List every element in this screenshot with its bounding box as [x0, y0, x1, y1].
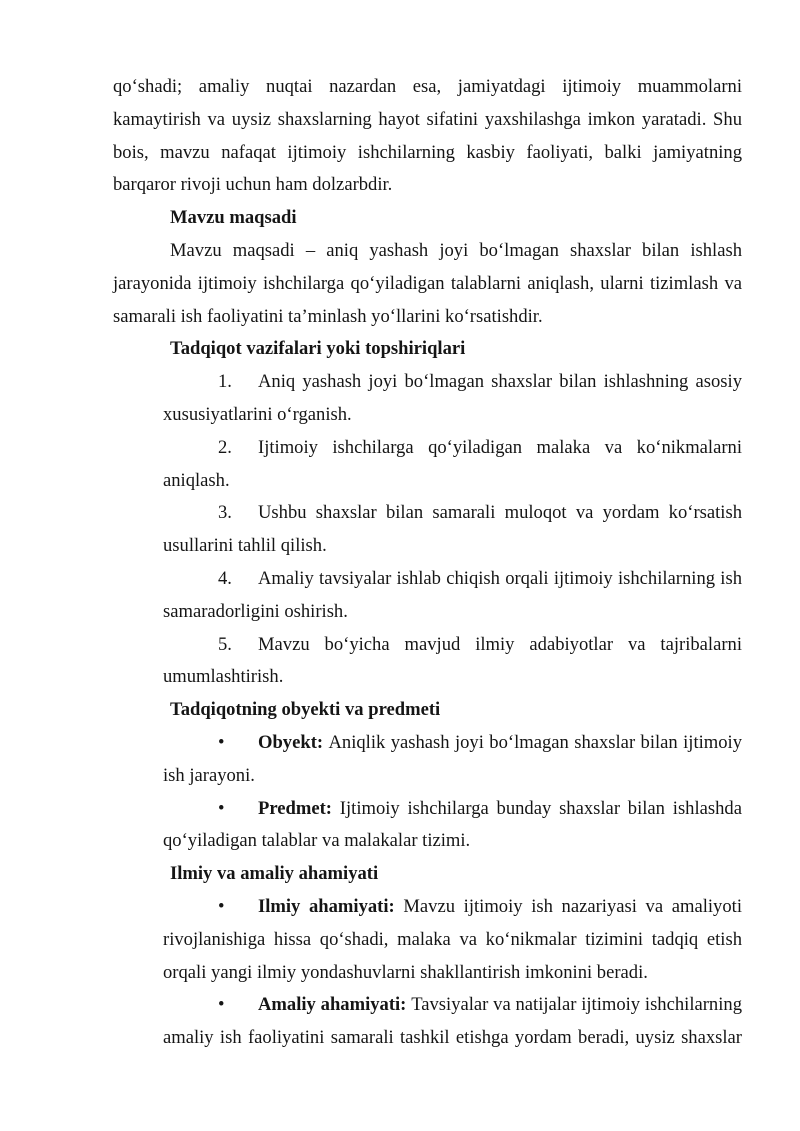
task-item-3 [113, 497, 742, 563]
list-number: 3. [218, 502, 232, 524]
intro-paragraph: qoʻshadi; amaliy nuqtai nazardan esa, jamiyatdagi ijtimoiy muammolarni kamaytirish va uysiz shaxslarning hayot sifatini yaxshilashga imkon yaratadi. Shu bois, mavzu nafaqat ijtimoiy ishchilarning kasbiy faoliyati, balki jamiyatning barqaror rivoji uchun ham dolzarbdir. [113, 76, 742, 196]
task-text: Ijtimoiy ishchilarga qoʻyiladigan malaka va koʻnikmalarni aniqlash. [163, 436, 742, 491]
heading-mavzu-maqsadi: Mavzu maqsadi [170, 207, 297, 229]
task-text: Ushbu shaxslar bilan samarali muloqot va yordam koʻrsatish usullarini tahlil qilish. [163, 502, 742, 557]
bullet-text: Ijtimoiy ishchilarga bunday shaxslar bilan ishlashda qoʻyiladigan talablar va malakalar tizimi. [163, 797, 742, 852]
bullet-text: Tavsiyalar va natijalar ijtimoiy ishchilarning amaliy ish faoliyatini samarali tashkil etishga yordam beradi, uysiz shaxslar [163, 994, 742, 1049]
bullet-text: Aniqlik yashash joyi boʻlmagan shaxslar bilan ijtimoiy ish jarayoni. [163, 731, 742, 786]
bullet-item-amaliy-ahamiyat [113, 989, 742, 1055]
list-number: 5. [218, 633, 232, 655]
task-item-5 [113, 629, 742, 695]
bullet-label: Obyekt: [258, 731, 324, 753]
heading-obyekt-predmet: Tadqiqotning obyekti va predmeti [170, 699, 441, 721]
heading-tadqiqot-vazifalari: Tadqiqot vazifalari yoki topshiriqlari [170, 338, 466, 360]
task-text: Amaliy tavsiyalar ishlab chiqish orqali ijtimoiy ishchilarning ish samaradorligini oshirish. [163, 567, 742, 622]
task-item-4 [113, 563, 742, 629]
list-number: 2. [218, 436, 232, 458]
task-item-1 [113, 366, 742, 432]
task-text: Aniq yashash joyi boʻlmagan shaxslar bilan ishlashning asosiy xususiyatlarini oʻrganish. [163, 371, 742, 425]
bullet-text: Mavzu ijtimoiy ish nazariyasi va amaliyoti rivojlanishiga hissa qoʻshadi, malaka va koʻnikmalar tizimini tadqiq etish orqali yangi ilmiy yondashuvlarni shakllantirish imkonini beradi. [163, 895, 742, 983]
bullet-icon: • [218, 797, 225, 819]
list-number: 4. [218, 567, 232, 589]
bullet-item-ilmiy-ahamiyat [113, 891, 742, 989]
bullet-label: Ilmiy ahamiyati: [258, 895, 395, 917]
bullet-label: Amaliy ahamiyati: [258, 994, 407, 1016]
bullet-icon: • [218, 895, 225, 917]
bullet-label: Predmet: [258, 797, 332, 819]
bullet-icon: • [218, 994, 225, 1016]
bullet-item-obyekt [113, 727, 742, 793]
mavzu-maqsadi-paragraph: Mavzu maqsadi – aniq yashash joyi boʻlmagan shaxslar bilan ishlash jarayonida ijtimoiy ishchilarga qoʻyiladigan talablarni aniqlash, ularni tizimlash va samarali ish faoliyatini ta’minlash yoʻllarini koʻrsatishdir. [113, 239, 742, 327]
list-number: 1. [218, 371, 232, 393]
bullet-icon: • [218, 731, 225, 753]
task-item-2 [113, 432, 742, 498]
bullet-item-predmet [113, 793, 742, 859]
heading-ahamiyat: Ilmiy va amaliy ahamiyati [170, 863, 379, 885]
task-text: Mavzu boʻyicha mavjud ilmiy adabiyotlar va tajribalarni umumlashtirish. [163, 633, 742, 688]
